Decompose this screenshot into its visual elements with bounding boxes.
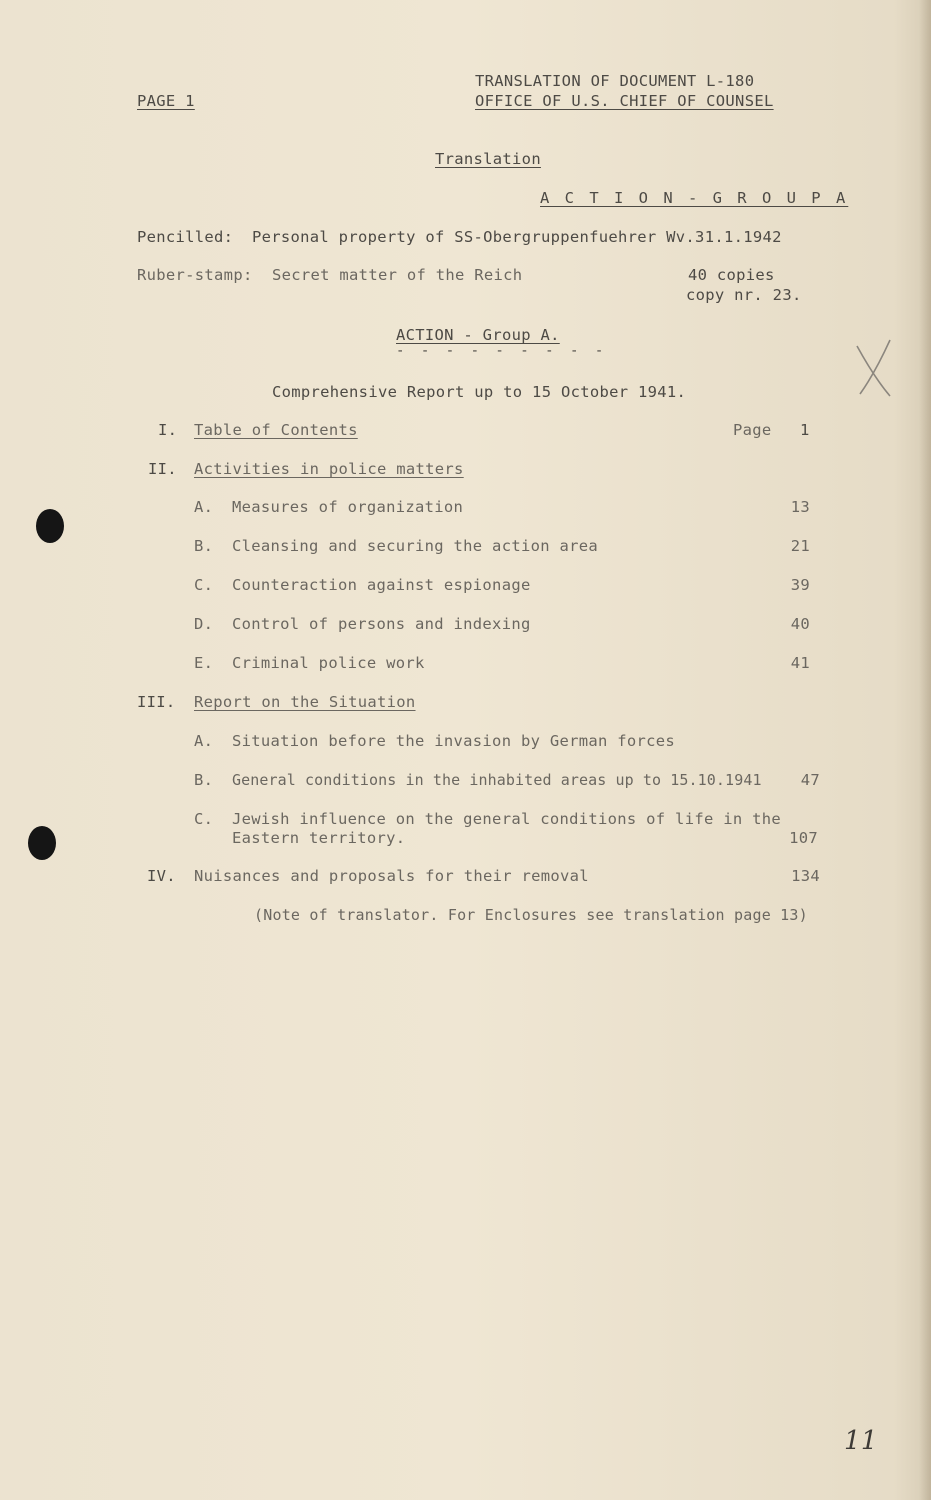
section-number: III. [137,693,176,711]
page-label: PAGE 1 [137,92,195,110]
section-title: Report on the Situation [194,693,416,711]
stamp-label: Ruber-stamp: [137,266,253,284]
handwritten-page-mark: 11 [844,1426,878,1456]
item-letter: A. [194,498,214,516]
item-letter: B. [194,771,214,789]
report-title: Comprehensive Report up to 15 October 1941. [272,383,687,401]
item-page: 21 [790,537,810,555]
section-number: IV. [147,867,176,885]
copy-number: copy nr. 23. [686,286,802,304]
section-title: Table of Contents [194,421,358,439]
item-letter: B. [194,537,214,555]
copies-count: 40 copies [688,266,775,284]
item-text: Counteraction against espionage [232,576,531,594]
item-page: 47 [800,771,820,789]
item-page: 107 [789,829,818,847]
pencil-x-mark [852,336,894,400]
section-title: Nuisances and proposals for their removal [194,867,589,885]
subtitle-dashes: - - - - - - - - - [396,343,608,359]
document-id: TRANSLATION OF DOCUMENT L-180 [475,72,755,90]
punch-hole [28,826,56,860]
item-page: 40 [790,615,810,633]
item-text: Control of persons and indexing [232,615,531,633]
item-text: General conditions in the inhabited areas up to 15.10.1941 [232,771,762,789]
section-number: II. [148,460,177,478]
pencilled-text: Personal property of SS-Obergruppenfuehrer Wv.31.1.1942 [252,228,782,246]
item-letter: C. [194,576,214,594]
item-text: Criminal police work [232,654,425,672]
item-page: 41 [790,654,810,672]
item-letter: D. [194,615,214,633]
item-text: Situation before the invasion by German forces [232,732,676,750]
group-subtitle: ACTION - Group A. [396,326,560,344]
pencilled-label: Pencilled: [137,228,234,246]
page-edge-shadow [919,0,931,1500]
section-title: Activities in police matters [194,460,464,478]
item-letter: A. [194,732,214,750]
translator-note: (Note of translator. For Enclosures see translation page 13) [254,906,808,924]
item-letter: E. [194,654,214,672]
item-page: 39 [790,576,810,594]
item-text: Jewish influence on the general conditions of life in the [232,810,782,828]
punch-hole [36,509,64,543]
page-number: 1 [800,421,810,439]
stamp-text: Secret matter of the Reich [272,266,523,284]
item-text: Measures of organization [232,498,464,516]
page-column-label: Page [733,421,772,439]
item-text: Cleansing and securing the action area [232,537,599,555]
item-page: 134 [791,867,820,885]
item-letter: C. [194,810,214,828]
translation-heading: Translation [435,150,541,168]
action-group-heading: A C T I O N - G R O U P A [540,189,849,207]
office-line: OFFICE OF U.S. CHIEF OF COUNSEL [475,92,774,110]
section-number: I. [158,421,178,439]
item-page: 13 [790,498,810,516]
item-text-continued: Eastern territory. [232,829,406,847]
